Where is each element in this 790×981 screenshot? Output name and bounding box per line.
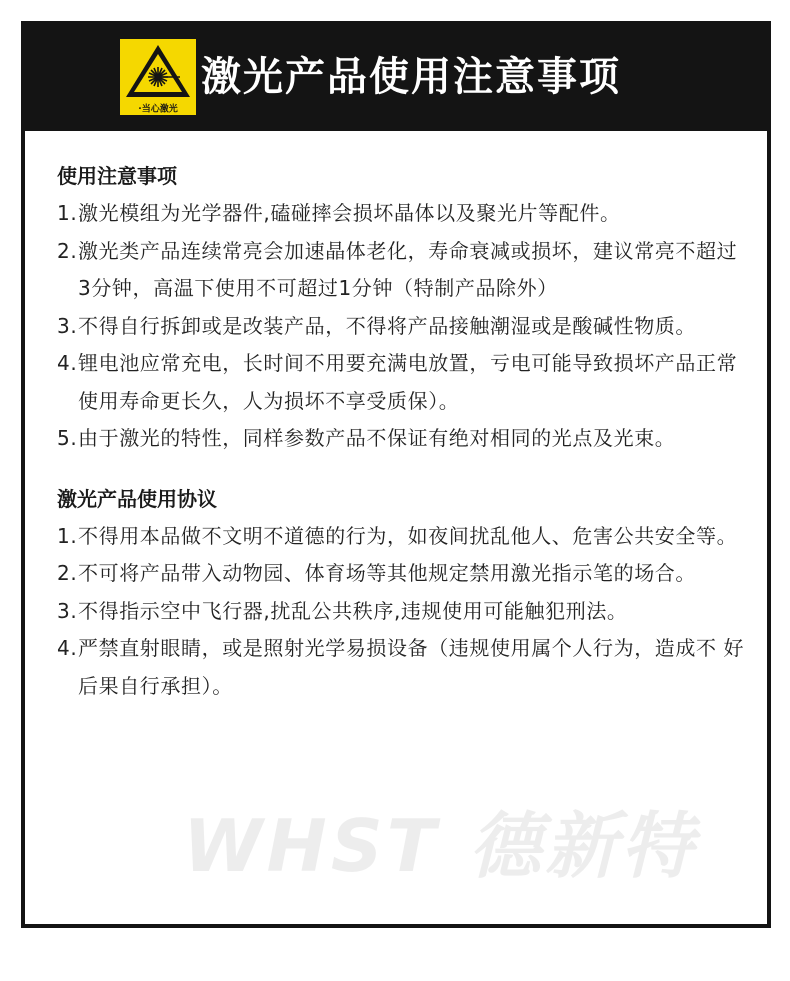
list-item: 4. 锂电池应常充电，长时间不用要充满电放置，亏电可能导致损坏产品正常使用寿命更长久，人为损坏不享受质保）。: [57, 351, 738, 413]
list-item: 2. 激光类产品连续常亮会加速晶体老化，寿命衰减或损坏，建议常亮不超过3分钟，高温下使用不可超过1分钟（特制产品除外）: [57, 238, 738, 300]
page-title: 激光产品使用注意事项: [201, 54, 621, 100]
list-item: 3. 不得指示空中飞行器,扰乱公共秩序,违规使用可能触犯刑法。: [57, 598, 628, 623]
section-title-usage-agreement: 激光产品使用协议: [57, 486, 217, 511]
list-item: 2. 不可将产品带入动物园、体育场等其他规定禁用激光指示笔的场合。: [57, 561, 696, 585]
list-item: 5. 由于激光的特性，同样参数产品不保证有绝对相同的光点及光束。: [57, 426, 676, 450]
list-item: 3. 不得自行拆卸或是改装产品，不得将产品接触潮湿或是酸碱性物质。: [57, 313, 696, 338]
laser-warning-icon: [120, 39, 196, 115]
usage-agreement-list: [57, 518, 747, 706]
content: [57, 157, 747, 705]
brand-watermark: WHST 德新特: [183, 804, 697, 888]
notice-frame: [21, 21, 771, 928]
warning-sign-label: ·当心激光: [138, 104, 178, 115]
section-title-usage-notes: 使用注意事项: [57, 164, 177, 188]
list-item: 1. 不得用本品做不文明不道德的行为，如夜间扰乱他人、危害公共安全等。: [57, 523, 738, 548]
usage-notes-list: [57, 195, 747, 458]
list-item: 4. 严禁直射眼睛，或是照射光学易损设备（违规使用属个人行为，造成不 好后果自行承担）。: [57, 636, 745, 698]
header-bar: [25, 25, 767, 131]
list-item: 1. 激光模组为光学器件,磕碰摔会损坏晶体以及聚光片等配件。: [57, 201, 621, 225]
